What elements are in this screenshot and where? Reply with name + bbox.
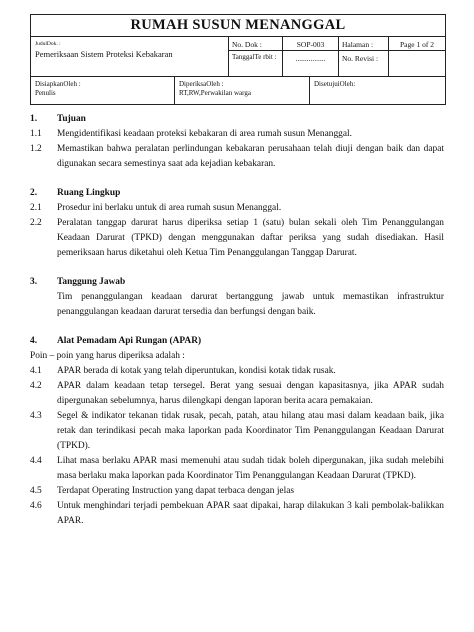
- item-text: Peralatan tanggap darurat harus diperiksa setiap 1 (satu) bulan sekali oleh Tim Penanggulangan Keadaan Darurat (TPKD) dengan menggunakan daftar periksa yang sudah disediakan. Hasil pemeriksaan harus diketahui oleh Ketua Tim Penanggulangan Tanggap Darurat.: [57, 218, 444, 258]
- halaman-label: Halaman :: [339, 37, 389, 51]
- header-row-info: [31, 37, 445, 77]
- no-dok-label: No. Dok :: [229, 37, 283, 51]
- document-header-table: [30, 14, 446, 105]
- item-number: 4.2: [30, 381, 42, 391]
- list-item: [30, 201, 444, 216]
- doc-meta-grid: [229, 37, 445, 76]
- item-number: 4.1: [30, 366, 42, 376]
- section-heading: [30, 275, 444, 290]
- item-text: Terdapat Operating Instruction yang dapat terbaca dengan jelas: [57, 486, 295, 496]
- item-text: Lihat masa berlaku APAR masi memenuhi atau sudah tidak boleh dipergunakan, jika sudah melebihi masa berlaku maka laporkan pada Koordinator Tim Penanggulangan Keadaan Darurat (TPKD).: [57, 456, 444, 481]
- item-text: Memastikan bahwa peralatan perlindungan kebakaran perusahaan telah diuji dengan baik dan dapat digunakan secara semestinya saat ada kejadian kebakaran.: [57, 144, 444, 169]
- disiapkan-label: DisiapkanOleh :: [35, 80, 81, 88]
- item-text: Mengidentifikasi keadaan proteksi kebakaran di area rumah susun Menanggal.: [57, 129, 352, 139]
- section-number: 4.: [30, 336, 38, 346]
- document-title: RUMAH SUSUN MENANGGAL: [31, 15, 445, 37]
- list-item: [30, 379, 444, 409]
- item-text: Untuk menghindari terjadi pembekuan APAR saat dipakai, harap dilakukan 3 kali pembolak-balikkan APAR.: [57, 501, 444, 526]
- section-heading: [30, 334, 444, 349]
- section-intro: Poin – poin yang harus diperiksa adalah :: [30, 351, 185, 361]
- section-number: 2.: [30, 188, 38, 198]
- section-paragraph: Tim penanggulangan keadaan darurat bertanggung jawab untuk memastikan infrastruktur penanggulangan keadaan darurat tersedia dan berfungsi dengan baik.: [57, 292, 444, 317]
- disetujui-label: DisetujuiOleh:: [314, 80, 356, 88]
- disiapkan-value: Penulis: [35, 89, 56, 97]
- diperiksa-label: DiperiksaOleh :: [179, 80, 224, 88]
- list-item: [30, 484, 444, 499]
- disetujui-cell: [310, 77, 445, 104]
- section-heading: [30, 186, 444, 201]
- tanggal-label: TanggalTe rbit :: [229, 51, 283, 76]
- list-item: [30, 364, 444, 379]
- item-number: 4.6: [30, 501, 42, 511]
- judul-label: JudulDok. :: [35, 41, 61, 47]
- no-dok-value: SOP-003: [283, 37, 339, 51]
- item-number: 4.3: [30, 411, 42, 421]
- diperiksa-cell: [175, 77, 310, 104]
- document-body: [30, 112, 444, 529]
- halaman-value: Page 1 of 2: [389, 37, 445, 51]
- item-text: Prosedur ini berlaku untuk di area rumah susun Menanggal.: [57, 203, 282, 213]
- section-heading: [30, 112, 444, 127]
- list-item: [30, 127, 444, 142]
- list-item: [30, 499, 444, 529]
- section-title: Alat Pemadam Api Rungan (APAR): [57, 336, 202, 346]
- diperiksa-value: RT,RW,Perwakilan warga: [179, 89, 251, 97]
- item-number: 4.4: [30, 456, 42, 466]
- no-revisi-value: [389, 51, 445, 76]
- list-item: [30, 409, 444, 454]
- section-title: Tanggung Jawab: [57, 277, 126, 287]
- judul-value: Pemeriksaan Sistem Proteksi Kebakaran: [35, 49, 173, 59]
- item-number: 4.5: [30, 486, 42, 496]
- judul-cell: [31, 37, 229, 76]
- list-item: [30, 142, 444, 172]
- item-number: 2.1: [30, 203, 42, 213]
- item-text: Segel & indikator tekanan tidak rusak, pecah, patah, atau hilang atau masi dalam keadaan baik, jika retak dan terindikasi pecah maka laporkan pada Koordinator Tim Penanggulangan Keadaan Darurat (TPKD).: [57, 411, 444, 451]
- item-number: 2.2: [30, 218, 42, 228]
- no-revisi-label: No. Revisi :: [339, 51, 389, 76]
- item-number: 1.2: [30, 144, 42, 154]
- section-number: 1.: [30, 114, 38, 124]
- section-number: 3.: [30, 277, 38, 287]
- header-row-signatures: [31, 77, 445, 104]
- disiapkan-cell: [31, 77, 175, 104]
- item-text: APAR berada di kotak yang telah diperuntukan, kondisi kotak tidak rusak.: [57, 366, 336, 376]
- section-title: Ruang Lingkup: [57, 188, 121, 198]
- section-title: Tujuan: [57, 114, 86, 124]
- list-item: [30, 454, 444, 484]
- item-text: APAR dalam keadaan tetap tersegel. Berat yang sesuai dengan kapasitasnya, jika APAR sudah dipergunakan sebelumnya, harus dilengkapi dengan laporan berita acara pemakaian.: [57, 381, 444, 406]
- list-item: [30, 216, 444, 261]
- item-number: 1.1: [30, 129, 42, 139]
- tanggal-value: ................: [283, 51, 339, 76]
